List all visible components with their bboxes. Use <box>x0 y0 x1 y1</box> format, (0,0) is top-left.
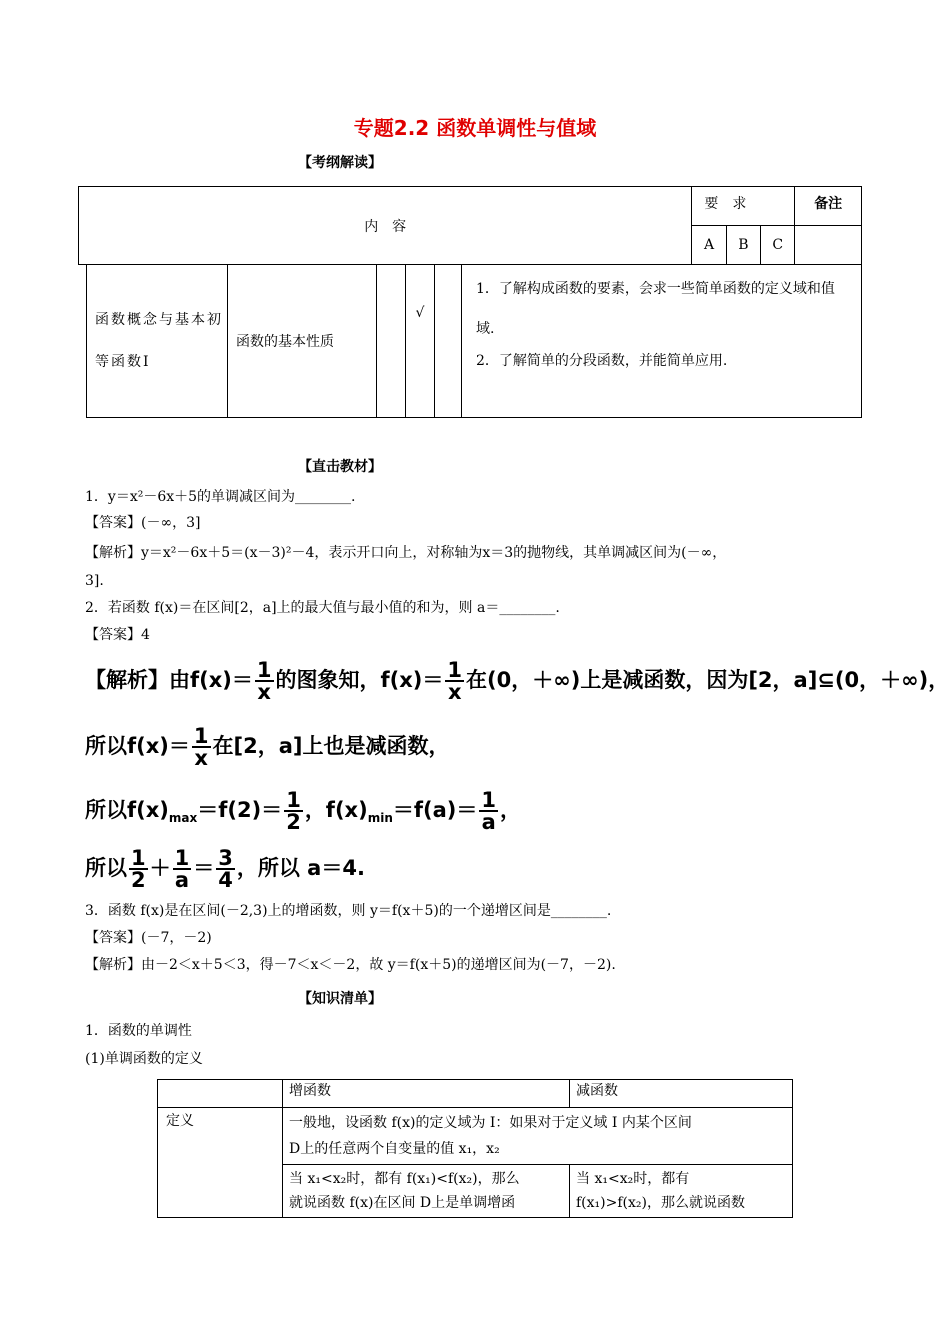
header-requirement: 要 求 <box>692 187 795 226</box>
definition-decreasing: 当 x₁<x₂时，都有 f(x₁)>f(x₂)，那么就说函数 <box>570 1165 793 1218</box>
definition-increasing: 当 x₁<x₂时，都有 f(x₁)<f(x₂)，那么 就说函数 f(x)在区间 D上是单调增函 <box>283 1165 570 1218</box>
note-cell <box>462 265 862 418</box>
header-note: 备注 <box>795 187 862 226</box>
q2-question: 2．若函数 f(x)＝在区间[2，a]上的最大值与最小值的和为，则 a＝________. <box>85 600 560 616</box>
definition-table <box>157 1079 793 1218</box>
level-c: C <box>761 226 795 265</box>
page-title: 专题2.2 函数单调性与值域 <box>353 116 597 140</box>
knowledge-item-1: 1．函数的单调性 <box>85 1023 192 1039</box>
row-definition-label: 定义 <box>158 1108 283 1218</box>
q3-analysis: 【解析】由－2＜x＋5＜3，得－7＜x＜－2，故 y＝f(x＋5)的递增区间为(－7，－2). <box>85 957 616 973</box>
section-heading-knowledge: 【知识清单】 <box>298 991 382 1007</box>
topic-cell: 函数概念与基本初等函数Ⅰ <box>87 265 228 418</box>
level-b: B <box>726 226 760 265</box>
q3-answer: 【答案】(－7，－2) <box>85 930 212 946</box>
q2-solution-line-1: 【解析】由f(x)＝ $\frac{1}{x}$ 的图象知，f(x)＝ $\frac{1}{x}$ 在(0，＋∞)上是减函数，因为[2，a]⊆(0，＋∞)， <box>85 658 950 704</box>
syllabus-row <box>86 264 862 418</box>
syllabus-table <box>78 186 862 265</box>
check-b: √ <box>406 265 435 418</box>
level-a: A <box>692 226 726 265</box>
section-heading-textbook: 【直击教材】 <box>298 459 382 475</box>
q1-question: 1．y＝x²－6x＋5的单调减区间为________. <box>85 489 356 505</box>
q2-solution-line-3: 所以$f(x)_{max}=f(2)=$ $\frac{1}{2}$ ，$f(x)_{min}=f(a)=$ $\frac{1}{a}$ ， <box>85 788 522 834</box>
q2-answer: 【答案】4 <box>85 627 150 643</box>
q1-analysis: 【解析】y＝x²－6x＋5＝(x－3)²－4，表示开口向上，对称轴为x＝3的抛物线，其单调减区间为(－∞， <box>85 545 727 561</box>
note-line-2: 2．了解简单的分段函数，并能简单应用. <box>476 353 728 369</box>
subtopic-cell: 函数的基本性质 <box>228 265 377 418</box>
check-c <box>435 265 462 418</box>
header-content: 内 容 <box>79 187 692 265</box>
q2-solution-line-2: 所以f(x)＝ $\frac{1}{x}$ 在[2，a]上也是减函数， <box>85 724 450 770</box>
header-decreasing: 减函数 <box>570 1080 793 1108</box>
note-empty <box>795 226 862 265</box>
definition-common: 一般地，设函数 f(x)的定义域为 I：如果对于定义域 I 内某个区间 D上的任意两个自变量的值 x₁，x₂ <box>283 1108 793 1165</box>
check-a <box>377 265 406 418</box>
note-line-1: 1．了解构成函数的要素，会求一些简单函数的定义域和值域. <box>476 281 835 337</box>
q1-analysis-cont: 3]. <box>85 573 104 589</box>
knowledge-item-2: (1)单调函数的定义 <box>85 1051 203 1067</box>
q2-solution-line-4: 所以 $\frac{1}{2}$ ＋ $\frac{1}{a}$ ＝ $\frac{3}{4}$ ，所以 a＝4. <box>85 846 365 892</box>
header-increasing: 增函数 <box>283 1080 570 1108</box>
q1-answer: 【答案】(－∞，3] <box>85 515 201 531</box>
corner-cell <box>158 1080 283 1108</box>
q3-question: 3．函数 f(x)是在区间(－2,3)上的增函数，则 y＝f(x＋5)的一个递增区间是________. <box>85 903 612 919</box>
section-heading-syllabus: 【考纲解读】 <box>298 155 382 171</box>
